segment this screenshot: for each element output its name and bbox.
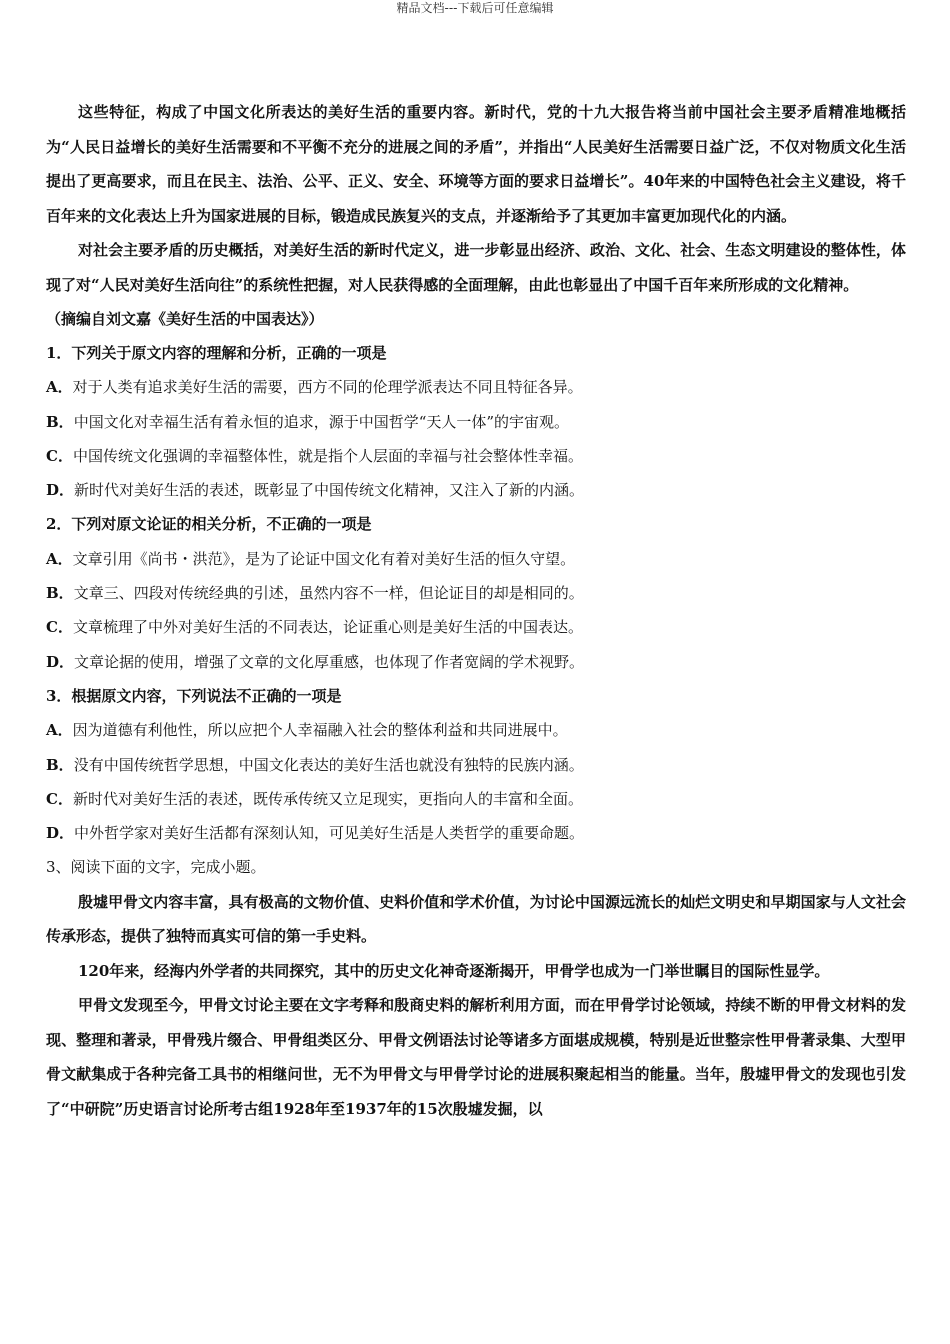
page-header: 精品文档---下载后可任意编辑 bbox=[396, 1, 554, 15]
option-d bbox=[46, 816, 906, 850]
option-text: 文章梳理了中外对美好生活的不同表达，论证重心则是美好生活的中国表达。 bbox=[72, 618, 583, 637]
question-1 bbox=[46, 336, 906, 507]
option-a bbox=[46, 713, 906, 747]
option-text: 文章三、四段对传统经典的引述，虽然内容不一样，但论证目的却是相同的。 bbox=[73, 584, 584, 603]
option-text: 对于人类有追求美好生活的需要，西方不同的伦理学派表达不同且特征各异。 bbox=[72, 378, 583, 397]
question-3 bbox=[46, 679, 906, 850]
option-text: 新时代对美好生活的表述，既传承传统又立足现实，更指向人的丰富和全面。 bbox=[72, 789, 583, 808]
option-d bbox=[46, 473, 906, 507]
option-text: 没有中国传统哲学思想，中国文化表达的美好生活也就没有独特的民族内涵。 bbox=[73, 755, 584, 774]
option-c bbox=[46, 610, 906, 644]
question-stem-text: 3．根据原文内容，下列说法不正确的一项是 bbox=[46, 686, 342, 705]
option-label: D． bbox=[46, 824, 75, 843]
question-stem bbox=[46, 507, 906, 541]
question-stem bbox=[46, 679, 906, 713]
paragraph: 120年来，经海内外学者的共同探究，其中的历史文化神奇逐渐揭开，甲骨学也成为一门举世瞩目的国际性显学。 bbox=[78, 961, 830, 980]
option-text: 中国文化对幸福生活有着永恒的追求，源于中国哲学“天人一体”的宇宙观。 bbox=[73, 412, 570, 431]
option-label: B． bbox=[46, 412, 74, 431]
question-stem bbox=[46, 336, 906, 370]
option-text: 因为道德有利他性，所以应把个人幸福融入社会的整体利益和共同进展中。 bbox=[72, 721, 568, 740]
paragraph: 殷墟甲骨文内容丰富，具有极高的文物价值、史料价值和学术价值，为讨论中国源远流长的灿烂文明史和早期国家与人文社会传承形态，提供了独特而真实可信的第一手史料。 bbox=[46, 892, 906, 946]
option-label: C． bbox=[46, 789, 73, 808]
option-text: 文章论据的使用，增强了文章的文化厚重感，也体现了作者宽阔的学术视野。 bbox=[74, 652, 585, 671]
option-text: 文章引用《尚书・洪范》，是为了论证中国文化有着对美好生活的恒久守望。 bbox=[72, 549, 576, 568]
option-c bbox=[46, 439, 906, 473]
option-label: C． bbox=[46, 446, 73, 465]
option-label: B． bbox=[46, 755, 74, 774]
document-body bbox=[46, 95, 906, 1126]
source-citation: （摘编自刘文嘉《美好生活的中国表达》） bbox=[46, 310, 324, 328]
option-label: B． bbox=[46, 584, 74, 603]
question-stem-text: 1．下列关于原文内容的理解和分析，正确的一项是 bbox=[46, 344, 387, 362]
option-c bbox=[46, 782, 906, 816]
option-label: D． bbox=[46, 652, 75, 671]
option-a bbox=[46, 370, 906, 404]
option-b bbox=[46, 576, 906, 610]
question-2 bbox=[46, 507, 906, 678]
option-label: D． bbox=[46, 481, 75, 500]
option-text: 中国传统文化强调的幸福整体性，就是指个人层面的幸福与社会整体性幸福。 bbox=[72, 446, 583, 465]
option-label: A． bbox=[46, 378, 73, 397]
section-heading: 3、阅读下面的文字，完成小题。 bbox=[46, 858, 266, 877]
option-a bbox=[46, 542, 906, 576]
option-text: 中外哲学家对美好生活都有深刻认知，可见美好生活是人类哲学的重要命题。 bbox=[74, 824, 585, 843]
option-label: C． bbox=[46, 618, 73, 637]
option-b bbox=[46, 405, 906, 439]
option-text: 新时代对美好生活的表述，既彰显了中国传统文化精神，又注入了新的内涵。 bbox=[74, 481, 585, 500]
paragraph: 甲骨文发现至今，甲骨文讨论主要在文字考释和殷商史料的解析利用方面，而在甲骨学讨论领域，持续不断的甲骨文材料的发现、整理和著录，甲骨残片缀合、甲骨组类区分、甲骨文例语法讨论等诸多方面堪成规模，特别是近世整宗性甲骨著录集、大型甲骨文献集成于各种完备工具书的相继问世，无不为甲骨文与甲骨学讨论的进展积聚起相当的能量。当年，殷墟甲骨文的发现也引发了“中研院”历史语言讨论所考古组1928年至1937年的15次殷墟发掘，以 bbox=[46, 996, 906, 1118]
paragraph: 这些特征，构成了中国文化所表达的美好生活的重要内容。新时代，党的十九大报告将当前中国社会主要矛盾精准地概括为“人民日益增长的美好生活需要和不平衡不充分的进展之间的矛盾”，并指出“人民美好生活需要日益广泛，不仅对物质文化生活提出了更高要求，而且在民主、法治、公平、正义、安全、环境等方面的要求日益增长”。40年来的中国特色社会主义建设，将千百年来的文化表达上升为国家进展的目标，锻造成民族复兴的支点，并逐渐给予了其更加丰富更加现代化的内涵。 bbox=[46, 103, 906, 225]
option-b bbox=[46, 748, 906, 782]
question-stem-text: 2．下列对原文论证的相关分析，不正确的一项是 bbox=[46, 515, 372, 534]
option-label: A． bbox=[46, 549, 73, 568]
paragraph: 对社会主要矛盾的历史概括，对美好生活的新时代定义，进一步彰显出经济、政治、文化、社会、生态文明建设的整体性，体现了对“人民对美好生活向往”的系统性把握，对人民获得感的全面理解，由此也彰显出了中国千百年来所形成的文化精神。 bbox=[46, 241, 906, 294]
option-label: A． bbox=[46, 721, 73, 740]
option-d bbox=[46, 645, 906, 679]
